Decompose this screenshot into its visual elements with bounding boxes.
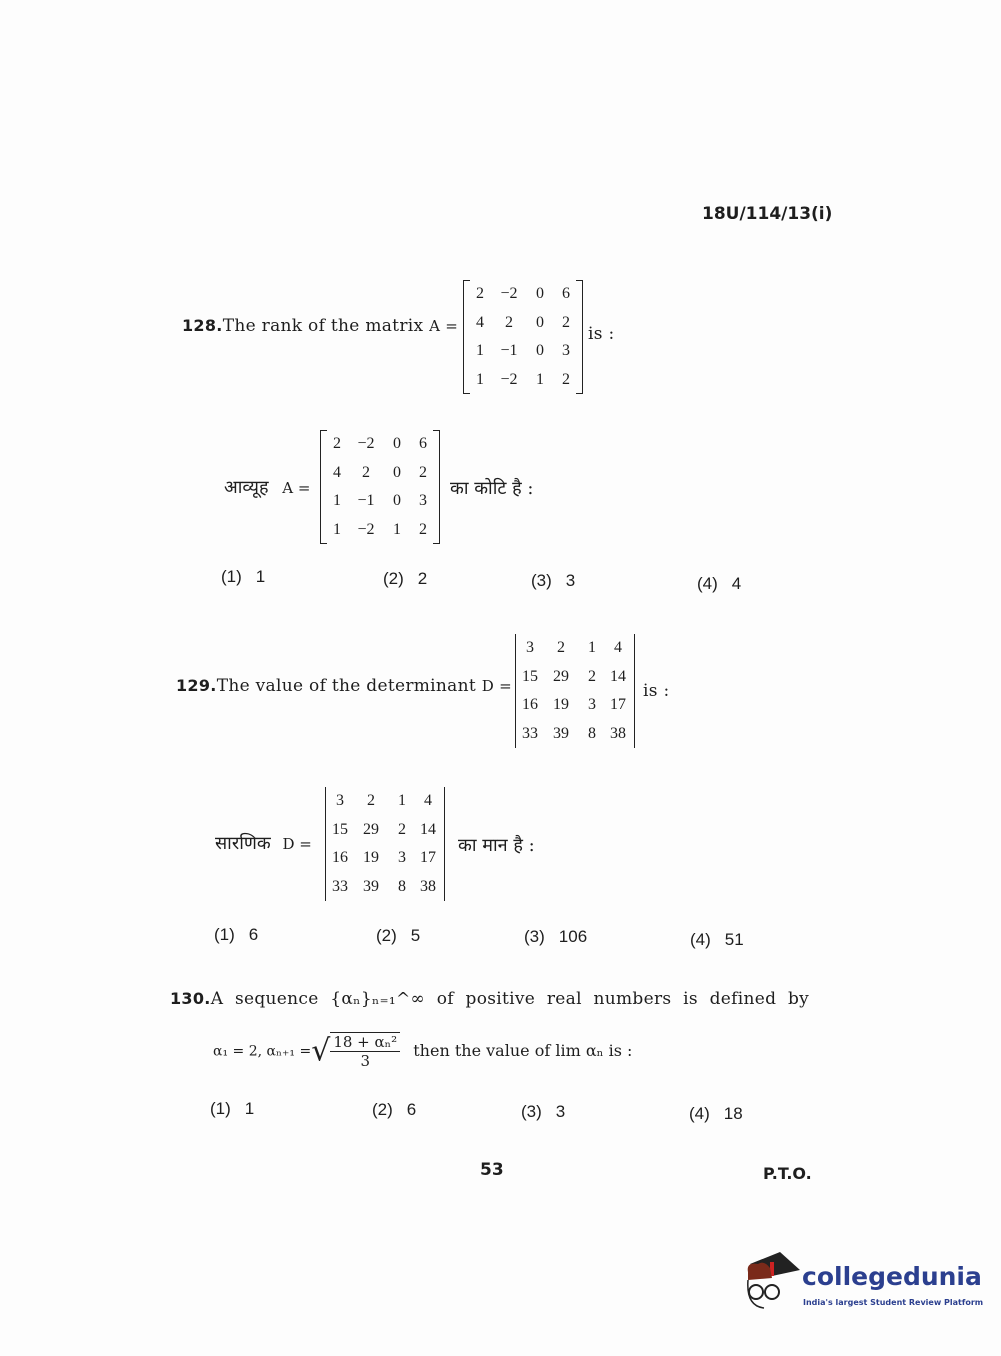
option-4[interactable]: (4) 51 <box>690 930 744 949</box>
option-1[interactable]: (1) 1 <box>221 567 266 586</box>
matrix-cell: 6 <box>419 435 427 452</box>
matrix-cell: 3 <box>336 792 344 809</box>
matrix-cell: 3 <box>398 849 406 866</box>
matrix-cell: 16 <box>332 849 348 866</box>
matrix-cell: 39 <box>553 724 569 742</box>
matrix-cell: 2 <box>557 639 565 656</box>
question-text-hi: सारणिक <box>215 833 271 854</box>
question-suffix-hi: का मान है : <box>458 835 535 856</box>
question-suffix-hi: का कोटि है : <box>450 478 534 499</box>
matrix-cell: 0 <box>393 435 401 452</box>
matrix-cell: 3 <box>419 492 427 509</box>
question-suffix-en: is : <box>643 681 670 701</box>
matrix-cell: −2 <box>500 285 518 302</box>
page-number: 53 <box>480 1160 504 1180</box>
matrix-cell: 38 <box>420 877 436 895</box>
matrix-cell: 6 <box>562 285 570 302</box>
matrix-cell: 8 <box>398 877 406 895</box>
question-text-en: The rank of the matrix <box>222 316 424 336</box>
question-number: 130. <box>170 989 211 1008</box>
brand-name: collegedunia <box>802 1262 982 1291</box>
matrix-cell: 3 <box>562 342 570 359</box>
matrix-cell: 29 <box>363 820 379 838</box>
option-3[interactable]: (3) 106 <box>524 927 588 946</box>
question-number: 128. <box>182 316 223 335</box>
determinant-d-hi <box>325 787 445 901</box>
matrix-cell: −1 <box>500 342 518 359</box>
matrix-cell: 0 <box>393 492 401 509</box>
matrix-cell: 0 <box>536 342 544 359</box>
question-suffix-en: is : <box>588 324 615 344</box>
sqrt-symbol: √ <box>311 1033 331 1069</box>
matrix-cell: 8 <box>588 724 596 742</box>
option-3[interactable]: (3) 3 <box>531 571 576 590</box>
matrix-cell: 2 <box>419 463 427 481</box>
matrix-cell: 4 <box>476 313 484 331</box>
option-2[interactable]: (2) 6 <box>372 1100 417 1119</box>
matrix-cell: 0 <box>536 313 544 331</box>
matrix-a-hi <box>320 430 440 544</box>
matrix-cell: 15 <box>522 667 538 685</box>
matrix-cell: −2 <box>500 370 518 388</box>
mascot-icon <box>742 1250 800 1312</box>
matrix-cell: 2 <box>562 313 570 331</box>
matrix-cell: 38 <box>610 724 626 742</box>
matrix-cell: 1 <box>476 370 484 388</box>
matrix-cell: 2 <box>398 820 406 838</box>
option-4[interactable]: (4) 4 <box>697 574 742 593</box>
pto-label: P.T.O. <box>763 1164 812 1183</box>
matrix-a-en <box>463 280 583 394</box>
matrix-cell: 16 <box>522 696 538 713</box>
option-4[interactable]: (4) 18 <box>689 1104 743 1123</box>
matrix-cell: 33 <box>522 724 538 742</box>
matrix-cell: 2 <box>505 313 513 331</box>
matrix-cell: 14 <box>610 667 626 685</box>
matrix-label: A = <box>282 479 311 497</box>
matrix-cell: 15 <box>332 820 348 838</box>
matrix-cell: 4 <box>333 463 341 481</box>
matrix-cell: 1 <box>536 370 544 388</box>
matrix-cell: −1 <box>357 492 375 509</box>
matrix-cell: 1 <box>588 639 596 656</box>
option-2[interactable]: (2) 5 <box>376 926 421 945</box>
matrix-label: D = <box>481 677 512 695</box>
option-2[interactable]: (2) 2 <box>383 569 428 588</box>
matrix-cell: 19 <box>363 849 379 866</box>
matrix-cell: 1 <box>393 520 401 538</box>
matrix-cell: 17 <box>610 696 626 713</box>
question-number: 129. <box>176 676 217 695</box>
collegedunia-logo <box>742 1250 984 1320</box>
matrix-cell: 2 <box>333 435 341 452</box>
matrix-label: A = <box>429 317 459 335</box>
matrix-cell: −2 <box>357 435 375 452</box>
matrix-cell: 39 <box>363 877 379 895</box>
matrix-cell: 14 <box>420 820 436 838</box>
matrix-cell: 2 <box>367 792 375 809</box>
matrix-cell: 19 <box>553 696 569 713</box>
matrix-cell: 29 <box>553 667 569 685</box>
matrix-cell: 4 <box>614 639 622 656</box>
matrix-cell: 1 <box>333 520 341 538</box>
matrix-cell: 2 <box>562 370 570 388</box>
matrix-cell: −2 <box>357 520 375 538</box>
matrix-cell: 0 <box>393 463 401 481</box>
question-text-en: The value of the determinant <box>216 676 476 696</box>
paper-code: 18U/114/13(i) <box>702 204 833 224</box>
matrix-cell: 2 <box>588 667 596 685</box>
option-1[interactable]: (1) 6 <box>214 925 259 944</box>
matrix-cell: 1 <box>333 492 341 509</box>
option-1[interactable]: (1) 1 <box>210 1099 255 1118</box>
brand-tagline: India's largest Student Review Platform <box>803 1298 984 1307</box>
matrix-cell: 1 <box>476 342 484 359</box>
matrix-cell: 1 <box>398 792 406 809</box>
matrix-cell: 33 <box>332 877 348 895</box>
option-3[interactable]: (3) 3 <box>521 1102 566 1121</box>
matrix-cell: 4 <box>424 792 432 809</box>
determinant-d-en <box>515 634 635 748</box>
matrix-cell: 2 <box>362 463 370 481</box>
question-text-en: A sequence {αₙ}ₙ₌₁^∞ of positive real numbers is defined by <box>210 989 810 1009</box>
matrix-cell: 17 <box>420 849 436 866</box>
question-text-hi: आव्यूह <box>224 477 269 498</box>
matrix-label: D = <box>282 835 312 853</box>
matrix-cell: 2 <box>419 520 427 538</box>
matrix-cell: 0 <box>536 285 544 302</box>
recurrence-formula: α₁ = 2, αₙ₊₁ =√ $\frac{\text{18 + αₙ²}}{3}$ then the value of lim αₙ is : <box>213 1033 633 1070</box>
matrix-cell: 3 <box>526 639 534 656</box>
matrix-cell: 3 <box>588 696 596 713</box>
matrix-cell: 2 <box>476 285 484 302</box>
